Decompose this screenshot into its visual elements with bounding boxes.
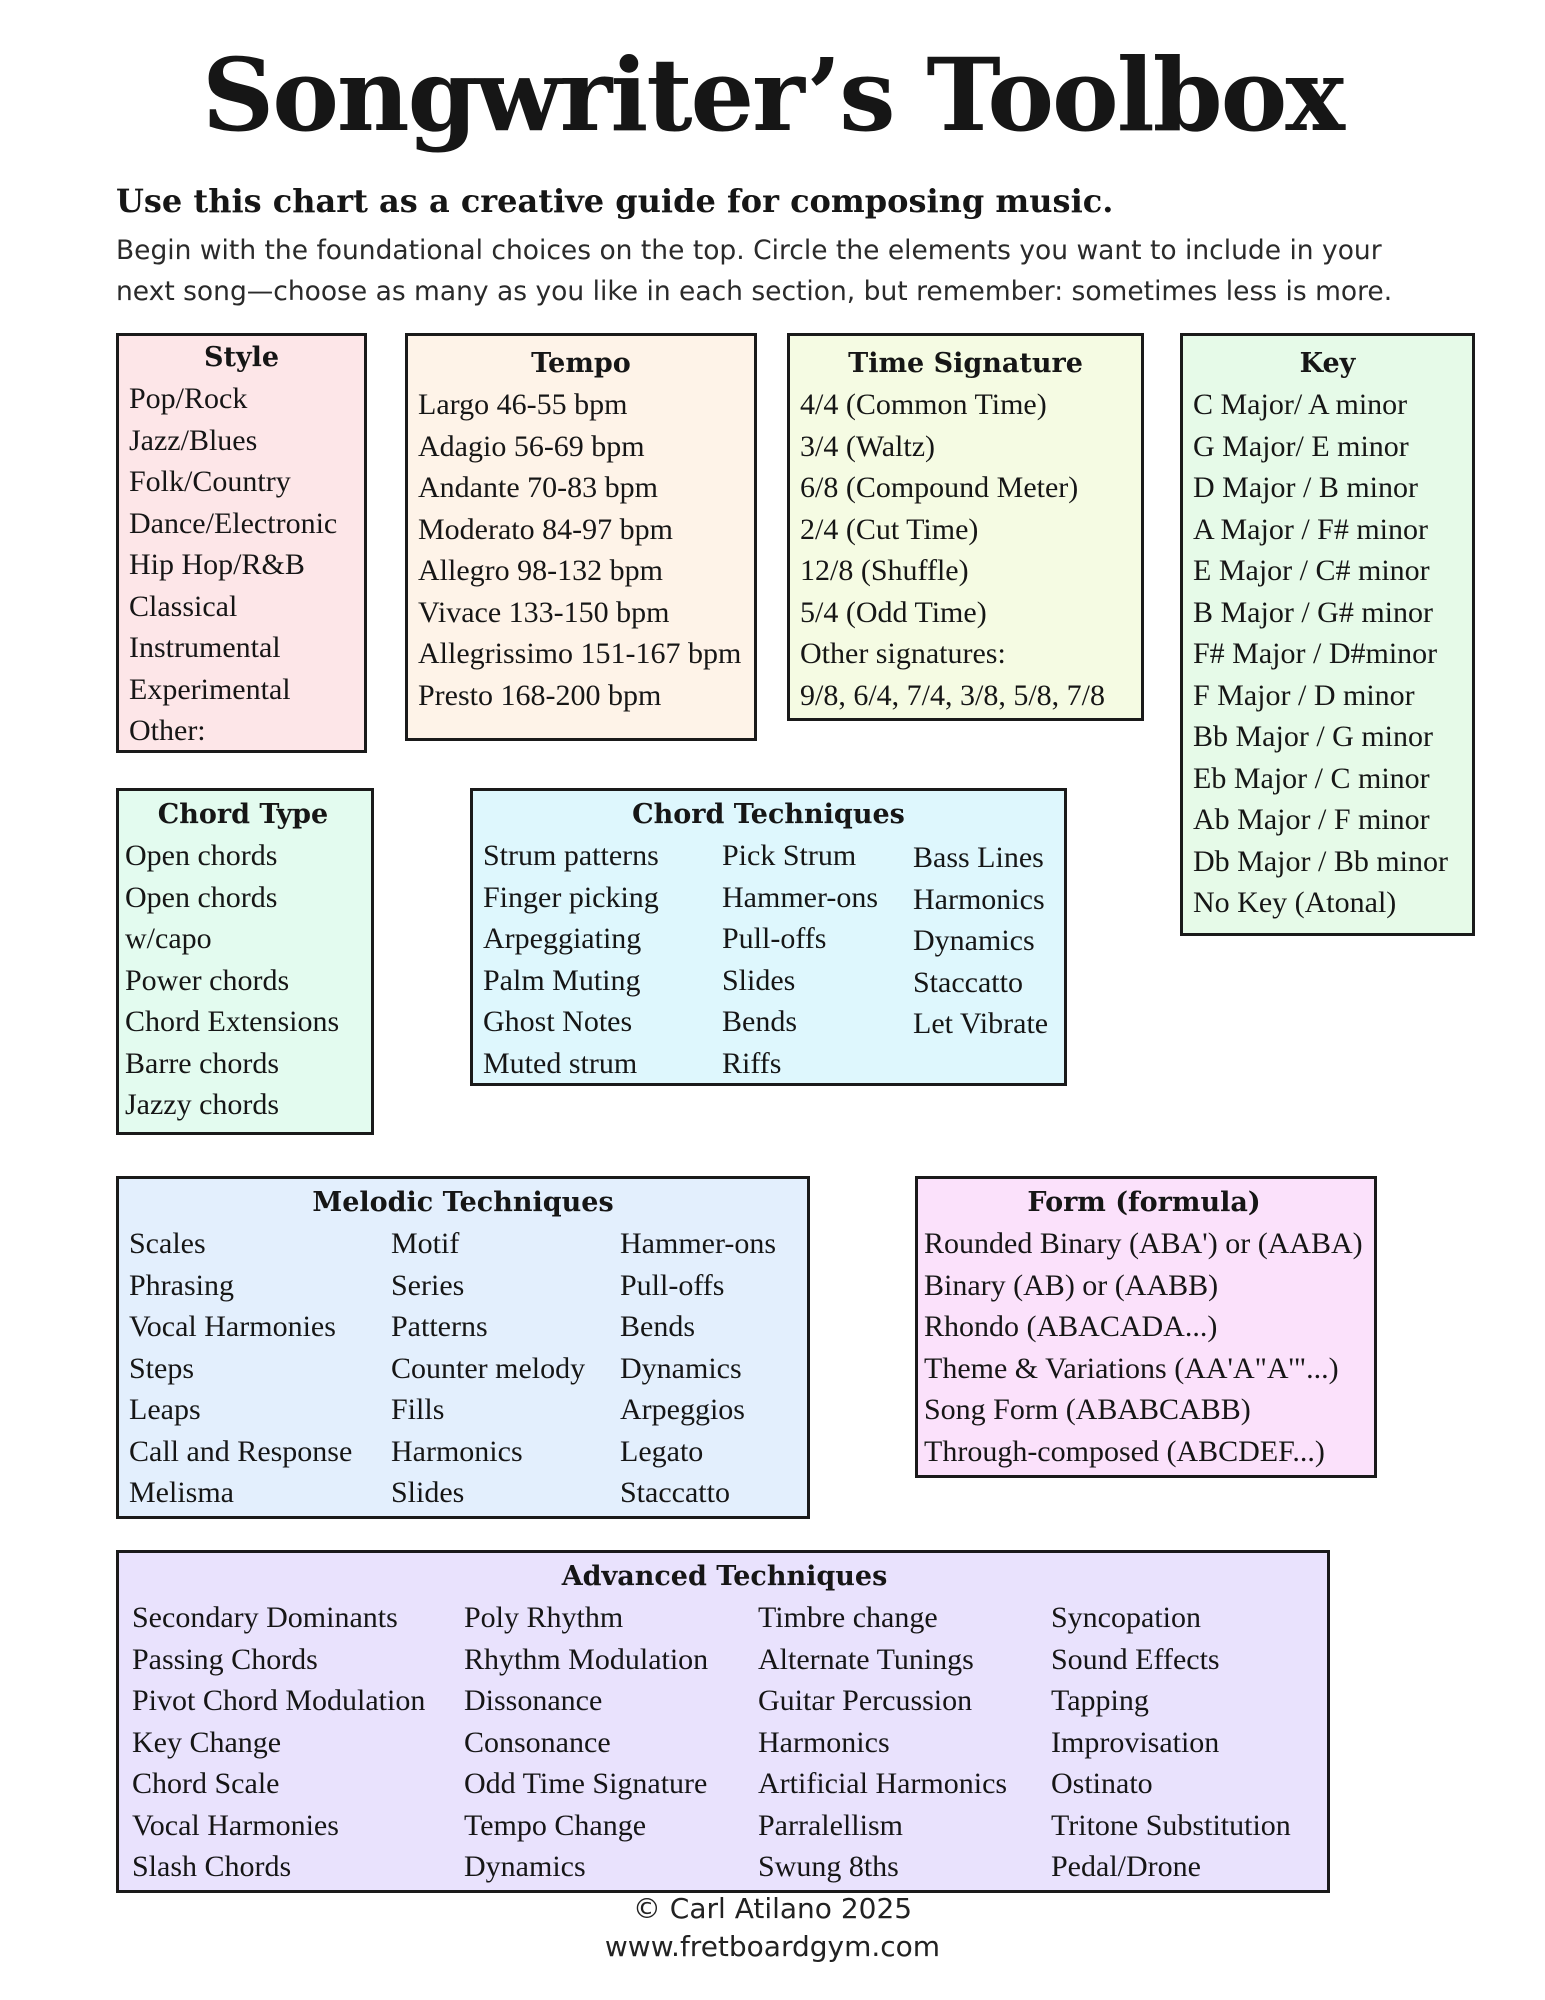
list-item: Vivace 133-150 bpm xyxy=(418,595,670,629)
melodic-techniques-col xyxy=(620,1223,776,1514)
list-item: Syncopation xyxy=(1051,1601,1201,1634)
list-item: Pull-offs xyxy=(620,1268,725,1302)
list-item: Arpeggiating xyxy=(483,922,642,955)
list-item: Slides xyxy=(391,1476,465,1509)
list-item: Phrasing xyxy=(129,1268,234,1302)
list-item: 2/4 (Cut Time) xyxy=(800,512,979,546)
time-signature-box xyxy=(787,333,1144,721)
list-item: Dynamics xyxy=(464,1850,586,1883)
list-item: Tapping xyxy=(1051,1684,1149,1717)
list-item: Harmonics xyxy=(391,1434,523,1468)
list-item: Vocal Harmonies xyxy=(129,1310,336,1343)
list-item: Pedal/Drone xyxy=(1051,1850,1201,1883)
list-item: Slash Chords xyxy=(132,1850,292,1883)
list-item: Folk/Country xyxy=(129,465,291,498)
list-item: Ab Major / F minor xyxy=(1193,803,1430,836)
list-item: Presto 168-200 bpm xyxy=(418,678,662,712)
list-item: Passing Chords xyxy=(132,1642,318,1676)
chord-techniques-col xyxy=(913,835,1048,1084)
list-item: Through-composed (ABCDEF...) xyxy=(924,1434,1325,1468)
list-item: Alternate Tunings xyxy=(758,1642,974,1676)
list-item: Binary (AB) or (AABB) xyxy=(924,1268,1219,1302)
list-item: Andante 70-83 bpm xyxy=(418,471,658,504)
list-item: C Major/ A minor xyxy=(1193,388,1408,421)
list-item: Classical xyxy=(129,589,238,623)
intro-line: next song—choose as many as you like in each section, but remember: sometimes less is more. xyxy=(116,276,1393,307)
page-title: Songwriter’s Toolbox xyxy=(202,36,1343,154)
list-item: Hip Hop/R&B xyxy=(129,548,305,581)
style-box xyxy=(116,333,367,753)
advanced-techniques-box xyxy=(116,1550,1330,1893)
list-item: Allegrissimo 151-167 bpm xyxy=(418,637,742,670)
chord-type-box xyxy=(116,788,374,1135)
list-item: Harmonics xyxy=(758,1725,890,1759)
list-item: w/capo xyxy=(125,922,212,955)
chord-type-list xyxy=(125,835,361,1126)
list-item: F# Major / D#minor xyxy=(1193,637,1438,670)
list-item: F Major / D minor xyxy=(1193,678,1415,712)
list-item: E Major / C# minor xyxy=(1193,554,1430,587)
list-item: B Major / G# minor xyxy=(1193,595,1433,629)
intro-line: Begin with the foundational choices on the top. Circle the elements you want to include in your xyxy=(116,235,1382,266)
list-item: Harmonics xyxy=(913,882,1045,916)
list-item: Pivot Chord Modulation xyxy=(132,1684,426,1717)
list-item: Eb Major / C minor xyxy=(1193,761,1430,795)
chord-techniques-col xyxy=(483,835,722,1084)
list-item: Chord Extensions xyxy=(125,1005,340,1038)
tempo-heading: Tempo xyxy=(531,348,631,379)
list-item: Bends xyxy=(620,1310,695,1343)
list-item: Guitar Percussion xyxy=(758,1684,973,1717)
list-item: Open chords xyxy=(125,880,278,914)
list-item: No Key (Atonal) xyxy=(1193,886,1397,919)
list-item: G Major/ E minor xyxy=(1193,429,1409,463)
list-item: Timbre change xyxy=(758,1601,938,1634)
list-item: Dance/Electronic xyxy=(129,506,338,540)
style-heading: Style xyxy=(203,342,280,373)
list-item: Artificial Harmonics xyxy=(758,1767,1008,1800)
list-item: Let Vibrate xyxy=(913,1007,1049,1040)
list-item: Jazz/Blues xyxy=(129,423,258,457)
list-item: Muted strum xyxy=(483,1046,638,1080)
list-item: Rhythm Modulation xyxy=(464,1642,709,1676)
list-item: 3/4 (Waltz) xyxy=(800,429,936,463)
list-item: Improvisation xyxy=(1051,1725,1220,1759)
intro-text xyxy=(116,230,1456,312)
footer xyxy=(0,1890,1545,1966)
key-list xyxy=(1193,384,1462,924)
list-item: Fills xyxy=(391,1393,445,1426)
advanced-techniques-col xyxy=(758,1597,1051,1888)
list-item: Poly Rhythm xyxy=(464,1601,624,1634)
list-item: Patterns xyxy=(391,1310,488,1343)
list-item: Pick Strum xyxy=(722,839,857,872)
list-item: Instrumental xyxy=(129,631,281,664)
list-item: Dissonance xyxy=(464,1684,603,1717)
list-item: Call and Response xyxy=(129,1434,353,1468)
list-item: Sound Effects xyxy=(1051,1642,1220,1676)
list-item: Steps xyxy=(129,1351,195,1385)
style-list xyxy=(129,378,354,752)
list-item: D Major / B minor xyxy=(1193,471,1418,504)
key-heading: Key xyxy=(1299,348,1356,379)
list-item: Dynamics xyxy=(620,1351,742,1385)
advanced-techniques-col xyxy=(464,1597,758,1888)
list-item: Open chords xyxy=(125,839,278,872)
list-item: Rounded Binary (ABA') or (AABA) xyxy=(924,1227,1363,1260)
list-item: Odd Time Signature xyxy=(464,1767,708,1800)
list-item: 4/4 (Common Time) xyxy=(800,388,1047,421)
list-item: A Major / F# minor xyxy=(1193,512,1429,546)
list-item: Motif xyxy=(391,1227,460,1260)
list-item: 12/8 (Shuffle) xyxy=(800,554,969,587)
list-item: Palm Muting xyxy=(483,963,641,997)
list-item: Adagio 56-69 bpm xyxy=(418,429,645,463)
list-item: Consonance xyxy=(464,1725,611,1759)
list-item: Pop/Rock xyxy=(129,382,248,415)
list-item: Theme & Variations (AA'A"A'"...) xyxy=(924,1351,1339,1385)
list-item: Staccatto xyxy=(620,1476,730,1509)
list-item: Jazzy chords xyxy=(125,1088,280,1121)
list-item: Bass Lines xyxy=(913,841,1044,874)
chord-type-heading: Chord Type xyxy=(157,799,329,830)
list-item: Scales xyxy=(129,1227,206,1260)
list-item: Other signatures: xyxy=(800,637,1006,670)
melodic-techniques-col xyxy=(391,1223,620,1514)
list-item: Experimental xyxy=(129,672,291,706)
list-item: Slides xyxy=(722,963,796,997)
melodic-techniques-box xyxy=(116,1176,810,1519)
list-item: Tritone Substitution xyxy=(1051,1808,1291,1842)
tempo-box xyxy=(405,333,757,741)
list-item: Ostinato xyxy=(1051,1767,1153,1800)
list-item: Parralellism xyxy=(758,1808,903,1842)
chord-techniques-box xyxy=(470,788,1067,1086)
time-signature-list xyxy=(800,384,1131,716)
advanced-techniques-col xyxy=(1051,1597,1291,1888)
time-signature-heading: Time Signature xyxy=(848,348,1083,379)
melodic-techniques-col xyxy=(129,1223,391,1514)
list-item: 5/4 (Odd Time) xyxy=(800,595,987,629)
list-item: Largo 46-55 bpm xyxy=(418,388,628,421)
website-link[interactable]: www.fretboardgym.com xyxy=(604,1930,941,1963)
list-item: Pull-offs xyxy=(722,922,827,955)
list-item: Tempo Change xyxy=(464,1808,647,1842)
list-item: Song Form (ABABCABB) xyxy=(924,1393,1251,1426)
list-item: Staccatto xyxy=(913,965,1023,999)
list-item: Rhondo (ABACADA...) xyxy=(924,1310,1218,1343)
form-heading: Form (formula) xyxy=(1027,1187,1261,1218)
page-subtitle: Use this chart as a creative guide for composing music. xyxy=(116,182,1114,220)
list-item: Other: xyxy=(129,714,206,747)
list-item: Finger picking xyxy=(483,880,659,914)
list-item: 9/8, 6/4, 7/4, 3/8, 5/8, 7/8 xyxy=(800,678,1106,712)
list-item: Bb Major / G minor xyxy=(1193,720,1433,753)
list-item: Dynamics xyxy=(913,924,1035,957)
list-item: Riffs xyxy=(722,1046,782,1080)
list-item: Barre chords xyxy=(125,1046,280,1080)
list-item: Bends xyxy=(722,1005,797,1038)
chord-techniques-heading: Chord Techniques xyxy=(632,799,905,830)
list-item: Leaps xyxy=(129,1393,201,1426)
advanced-techniques-col xyxy=(132,1597,464,1888)
list-item: Swung 8ths xyxy=(758,1850,899,1883)
list-item: 6/8 (Compound Meter) xyxy=(800,471,1079,504)
form-list xyxy=(924,1223,1364,1472)
copyright-text: © Carl Atilano 2025 xyxy=(632,1892,913,1925)
list-item: Db Major / Bb minor xyxy=(1193,844,1448,878)
list-item: Arpeggios xyxy=(620,1393,745,1426)
list-item: Allegro 98-132 bpm xyxy=(418,554,663,587)
list-item: Strum patterns xyxy=(483,839,659,872)
list-item: Ghost Notes xyxy=(483,1005,633,1038)
key-box xyxy=(1180,333,1475,936)
list-item: Counter melody xyxy=(391,1351,586,1385)
form-box xyxy=(915,1176,1377,1478)
list-item: Moderato 84-97 bpm xyxy=(418,512,673,546)
list-item: Hammer-ons xyxy=(620,1227,777,1260)
melodic-techniques-heading: Melodic Techniques xyxy=(312,1187,614,1218)
list-item: Key Change xyxy=(132,1725,282,1759)
list-item: Secondary Dominants xyxy=(132,1601,398,1634)
chord-techniques-col xyxy=(722,835,913,1084)
list-item: Vocal Harmonies xyxy=(132,1808,339,1842)
list-item: Melisma xyxy=(129,1476,234,1509)
list-item: Hammer-ons xyxy=(722,880,879,914)
advanced-techniques-heading: Advanced Techniques xyxy=(561,1561,888,1592)
list-item: Power chords xyxy=(125,963,290,997)
list-item: Series xyxy=(391,1268,465,1302)
list-item: Legato xyxy=(620,1434,704,1468)
list-item: Chord Scale xyxy=(132,1767,280,1800)
tempo-list xyxy=(418,384,744,716)
